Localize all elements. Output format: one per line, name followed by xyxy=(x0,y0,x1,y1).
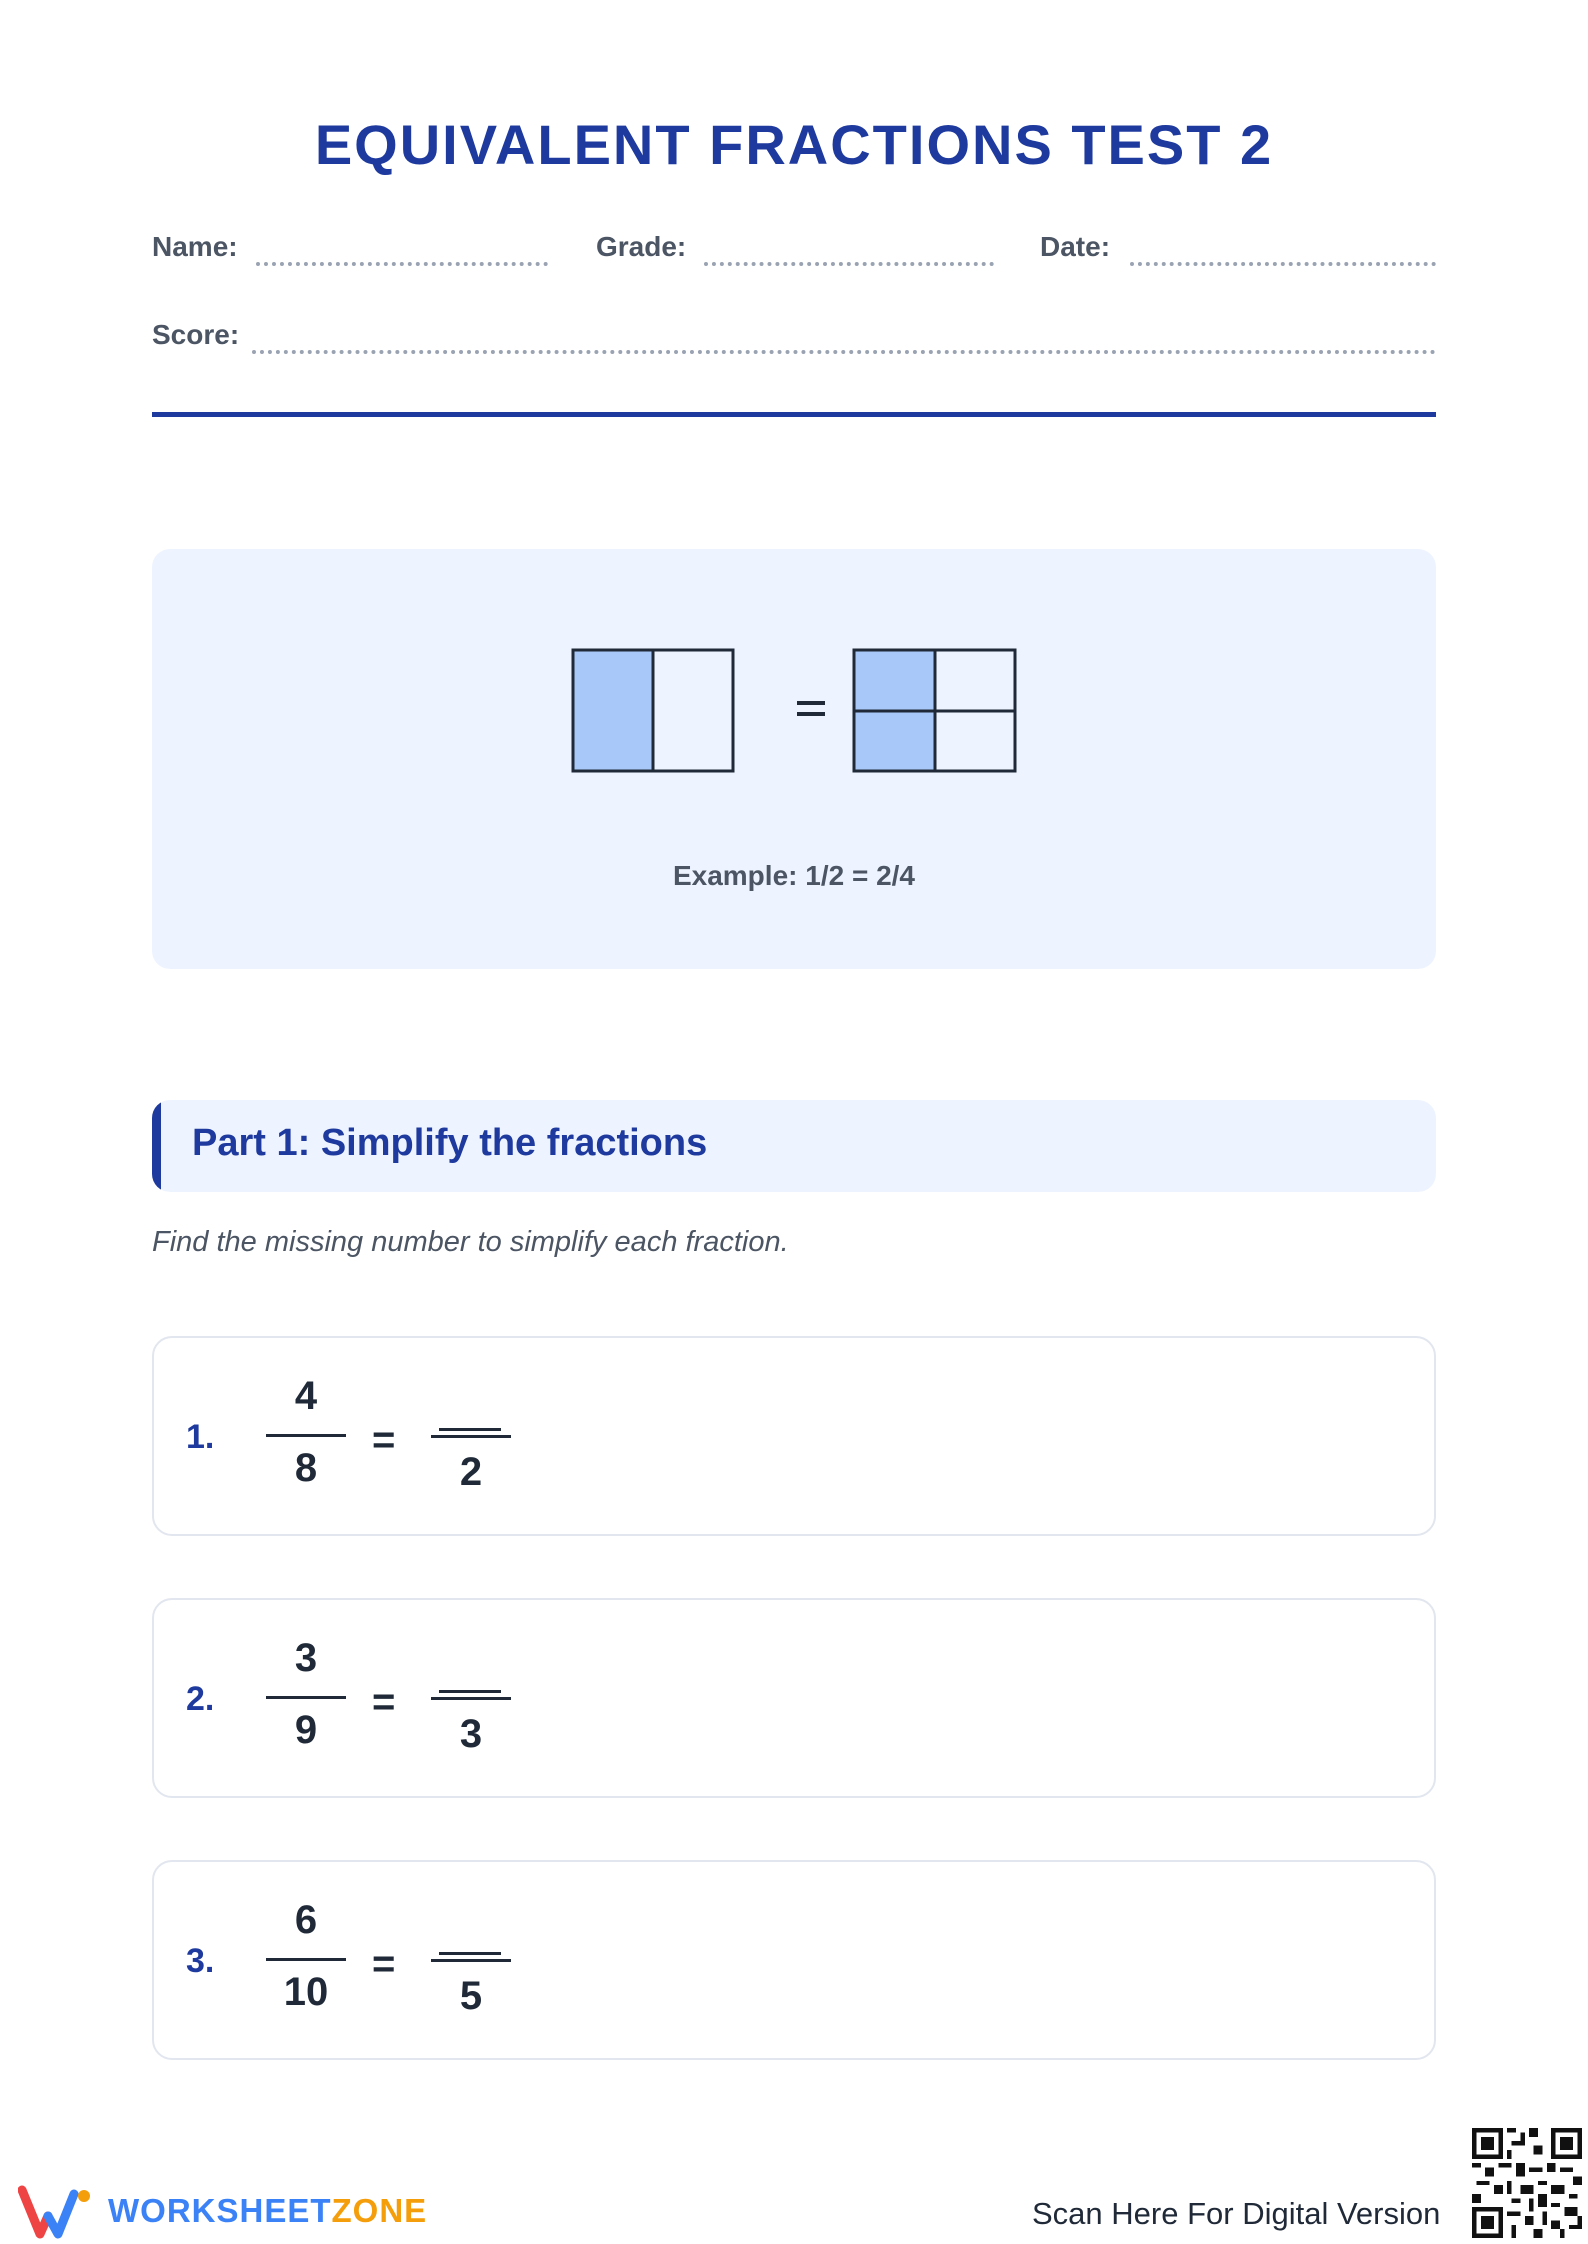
answer-denominator: 5 xyxy=(459,1974,483,2018)
grade-field[interactable] xyxy=(704,262,994,266)
answer-denominator: 2 xyxy=(459,1450,483,1494)
qr-code-icon[interactable] xyxy=(1472,2128,1582,2238)
worksheetzone-logo-icon xyxy=(18,2184,98,2240)
question-card-1 xyxy=(152,1336,1436,1536)
answer-blank[interactable] xyxy=(439,1428,501,1431)
equals-sign: = xyxy=(372,1680,396,1724)
answer-denominator: 3 xyxy=(459,1712,483,1756)
question-card-2 xyxy=(152,1598,1436,1798)
part1-header xyxy=(152,1100,1436,1192)
question-number: 3. xyxy=(186,1942,215,1980)
logo-text-worksheet: WORKSHEET xyxy=(108,2192,332,2229)
example-illustration xyxy=(152,549,1436,849)
equals-sign: = xyxy=(372,1418,396,1462)
part1-accent-bar xyxy=(152,1100,161,1192)
score-field[interactable] xyxy=(252,350,1436,354)
worksheet-title: EQUIVALENT FRACTIONS TEST 2 xyxy=(314,113,1274,176)
question-number: 2. xyxy=(186,1680,215,1718)
example-panel xyxy=(152,549,1436,969)
fraction-denominator: 8 xyxy=(294,1446,318,1490)
right-quarter-shaded-bottom xyxy=(854,711,935,771)
question-card-3 xyxy=(152,1860,1436,2060)
right-quarter-shaded-top xyxy=(854,650,935,711)
fraction-bar xyxy=(266,1696,346,1699)
fraction-numerator: 6 xyxy=(294,1898,318,1942)
answer-fraction-bar xyxy=(431,1435,511,1438)
equals-sign-bottom xyxy=(797,712,825,716)
equals-sign-top xyxy=(797,701,825,705)
date-field[interactable] xyxy=(1130,262,1436,266)
score-label: Score: xyxy=(152,319,240,350)
question-number: 1. xyxy=(186,1418,215,1456)
answer-fraction-bar xyxy=(431,1697,511,1700)
date-label: Date: xyxy=(1040,231,1111,262)
fraction-denominator: 10 xyxy=(283,1970,329,2014)
fraction-denominator: 9 xyxy=(294,1708,318,1752)
fraction-bar xyxy=(266,1434,346,1437)
example-caption: Example: 1/2 = 2/4 xyxy=(672,860,916,891)
logo-text-zone: ZONE xyxy=(331,2192,428,2229)
fraction-numerator: 3 xyxy=(294,1636,318,1680)
scan-instruction: Scan Here For Digital Version xyxy=(1032,2196,1441,2231)
answer-blank[interactable] xyxy=(439,1952,501,1955)
worksheetzone-logo-text xyxy=(108,2192,427,2230)
name-label: Name: xyxy=(152,231,238,262)
left-half-shaded xyxy=(573,650,653,771)
fraction-bar xyxy=(266,1958,346,1961)
part1-title: Part 1: Simplify the fractions xyxy=(192,1122,708,1164)
equals-sign: = xyxy=(372,1942,396,1986)
part1-instruction: Find the missing number to simplify each fraction. xyxy=(152,1226,789,1258)
answer-blank[interactable] xyxy=(439,1690,501,1693)
name-field[interactable] xyxy=(256,262,548,266)
grade-label: Grade: xyxy=(596,231,687,262)
header-divider xyxy=(152,412,1436,417)
fraction-numerator: 4 xyxy=(294,1374,318,1418)
answer-fraction-bar xyxy=(431,1959,511,1962)
